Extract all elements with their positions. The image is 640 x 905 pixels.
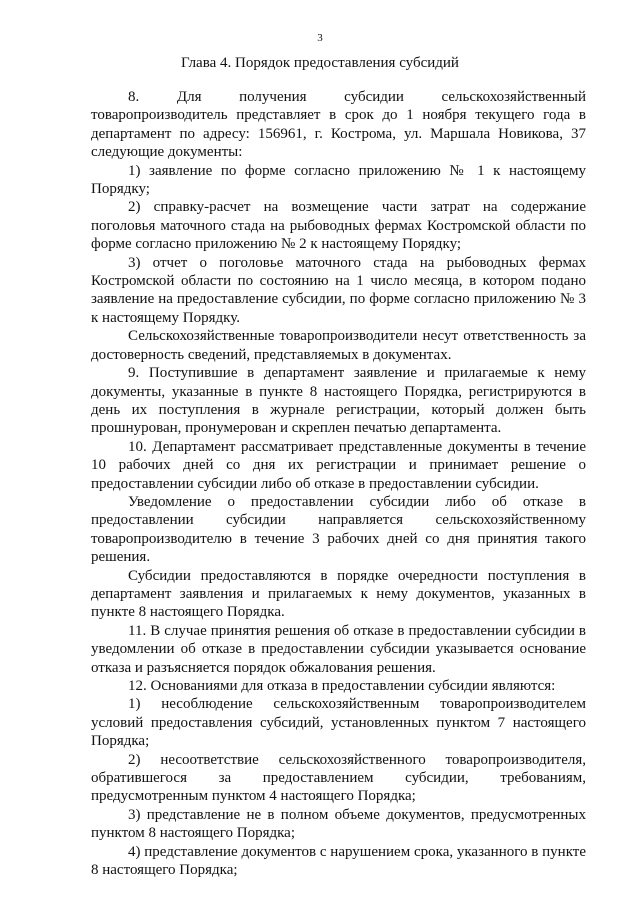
paragraph: 1) несоблюдение сельскохозяйственным товаропроизводителем условий предоставления субсидий, установленных пунктом 7 настоящего Порядка; [91,696,586,750]
paragraph: Уведомление о предоставлении субсидии либо об отказе в предоставлении субсидии направляется сельскохозяйственному товаропроизводителю в течение 3 рабочих дней со дня принятия такого решения. [91,493,586,566]
paragraph: 12. Основаниями для отказа в предоставлении субсидии являются: [128,678,556,694]
paragraph: 8. Для получения субсидии сельскохозяйственный товаропроизводитель представляет в срок до 1 ноября текущего года в департамент по адресу: 156961, г. Кострома, ул. Маршала Новикова, 37 следующие документы: [91,89,586,161]
paragraph: 11. В случае принятия решения об отказе в предоставлении субсидии в уведомлении об отказе в предоставлении субсидии указывается основание отказа и разъясняется порядок обжалования решения. [91,622,586,676]
paragraph: 4) представление документов с нарушением срока, указанного в пункте 8 настоящего Порядка; [91,843,586,879]
paragraph: 3) отчет о поголовье маточного стада на рыбоводных фермах Костромской области по состоянию на 1 число месяца, в котором подано заявление на предоставление субсидии, по форме согласно приложению № 3 к настоящему Порядку. [91,254,586,326]
page-number: 3 [317,32,323,44]
paragraph: Сельскохозяйственные товаропроизводители несут ответственность за достоверность сведений, представляемых в документах. [91,328,586,363]
paragraph: Субсидии предоставляются в порядке очередности поступления в департамент заявления и прилагаемых к нему документов, указанных в пункте 8 настоящего Порядка. [91,567,586,621]
paragraph: 2) справку-расчет на возмещение части затрат на содержание поголовья маточного стада на рыбоводных фермах Костромской области по форме согласно приложению № 2 к настоящему Порядку; [91,199,586,253]
chapter-title: Глава 4. Порядок предоставления субсидий [181,55,459,71]
paragraph: 10. Департамент рассматривает представленные документы в течение 10 рабочих дней со дня их регистрации и принимает решение о предоставлении субсидии либо об отказе в предоставлении субсидии. [91,438,586,492]
body-text [91,88,586,879]
paragraph: 3) представление не в полном объеме документов, предусмотренных пунктом 8 настоящего Порядка; [91,806,586,842]
paragraph: 1) заявление по форме согласно приложению № 1 к настоящему Порядку; [91,162,586,198]
paragraph: 2) несоответствие сельскохозяйственного товаропроизводителя, обратившегося за предоставлением субсидии, требованиям, предусмотренным пунктом 4 настоящего Порядка; [91,751,586,805]
paragraph: 9. Поступившие в департамент заявление и прилагаемые к нему документы, указанные в пункте 8 настоящего Порядка, регистрируются в день их поступления в журнале регистрации, который должен быть прошнурован, пронумерован и скреплен печатью департамента. [91,365,586,437]
